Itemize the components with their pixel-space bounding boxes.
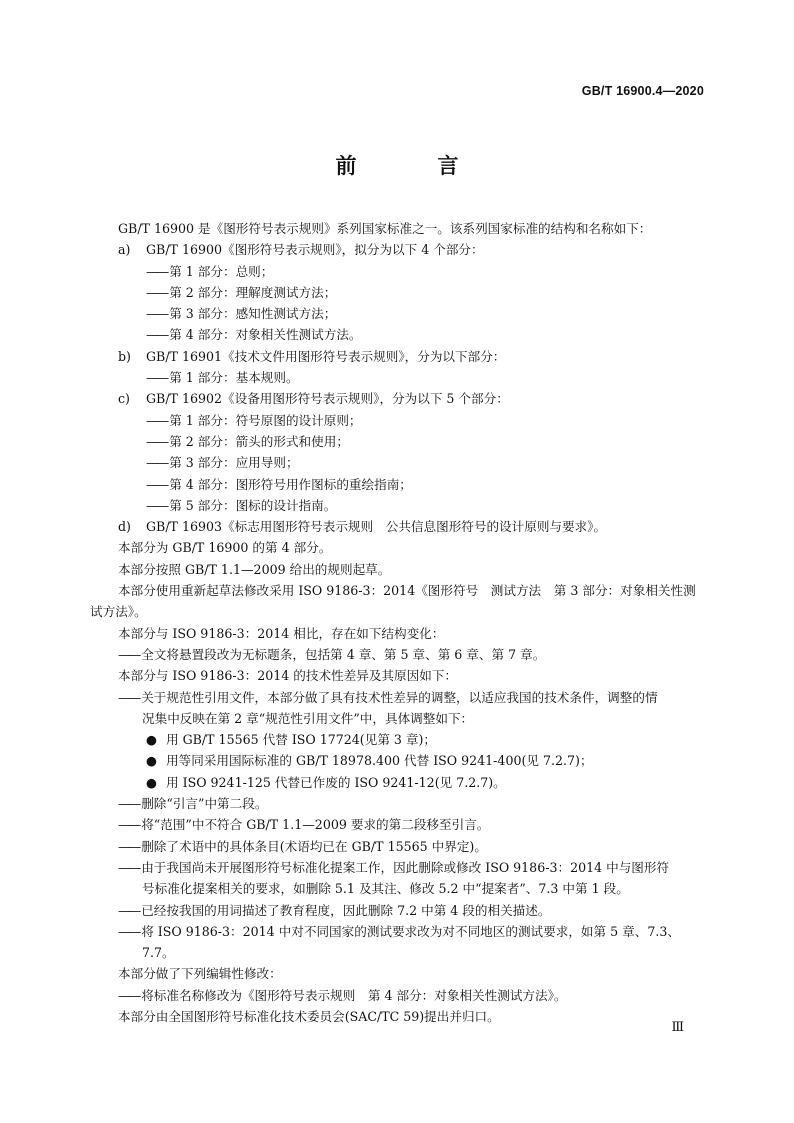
paragraph: 本部分由全国图形符号标准化技术委员会(SAC/TC 59)提出并归口。 <box>118 1008 500 1024</box>
dash-item: —— 删除“引言”中第二段。 <box>118 796 268 812</box>
dash-item: —— 由于我国尚未开展图形符号标准化提案工作，因此删除或修改 ISO 9186-3：2014 中与图形符 <box>118 859 670 875</box>
dash-item: —— 将标准名称修改为《图形符号表示规则 第 4 部分：对象相关性测试方法》。 <box>118 987 567 1003</box>
sub-item: —— 第 4 部分：对象相关性测试方法。 <box>146 327 362 343</box>
paragraph: 本部分与 ISO 9186-3：2014 的技术性差异及其原因如下： <box>118 668 457 684</box>
list-item-a <box>90 239 706 260</box>
paragraph: GB/T 16900 是《图形符号表示规则》系列国家标准之一。该系列国家标准的结构和名称如下： <box>118 221 652 236</box>
paragraph: 本部分做了下列编辑性修改： <box>118 966 282 982</box>
sub-item: —— 第 3 部分：感知性测试方法； <box>146 306 337 322</box>
sub-item: —— 第 4 部分：图形符号用作图标的重绘指南； <box>146 476 412 492</box>
list-tag: d) <box>118 519 131 535</box>
list-tag: b) <box>118 348 131 364</box>
sub-item: —— 第 2 部分：理解度测试方法； <box>146 284 337 300</box>
sub-item: —— 第 3 部分：应用导则； <box>146 455 299 471</box>
paragraph: 本部分按照 GB/T 1.1—2009 给出的规则起草。 <box>118 561 391 577</box>
bullet-icon: ● <box>146 774 157 790</box>
list-text: GB/T 16900《图形符号表示规则》，拟分为以下 4 个部分： <box>146 242 484 258</box>
sub-item: —— 第 5 部分：图标的设计指南。 <box>146 497 337 513</box>
dash-item: —— 将 ISO 9186-3：2014 中对不同国家的测试要求改为对不同地区的测试要求，如第 5 章、7.3、 <box>118 923 680 939</box>
list-item-b <box>90 346 706 367</box>
paragraph: 本部分使用重新起草法修改采用 ISO 9186-3：2014《图形符号 测试方法 第 3 部分：对象相关性测试方法》。 <box>90 583 696 620</box>
dash-item: —— 关于规范性引用文件，本部分做了具有技术性差异的调整，以适应我国的技术条件，调整的情 <box>118 689 658 705</box>
dash-item-continuation: 7.7。 <box>142 945 175 961</box>
list-tag: c) <box>118 391 130 407</box>
list-text: GB/T 16902《设备用图形符号表示规则》，分为以下 5 个部分： <box>146 391 509 407</box>
sub-item: —— 第 1 部分：符号原图的设计原则； <box>146 412 362 428</box>
dash-item: —— 已经按我国的用词描述了教育程度，因此删除 7.2 中第 4 段的相关描述。 <box>118 902 551 918</box>
paragraph: 本部分与 ISO 9186-3：2014 相比，存在如下结构变化： <box>118 625 445 641</box>
document-body <box>90 218 706 1027</box>
list-text: GB/T 16901《技术文件用图形符号表示规则》，分为以下部分： <box>146 348 506 364</box>
bullet-item: ● 用 GB/T 15565 代替 ISO 17724(见第 3 章)； <box>90 729 706 750</box>
list-item-d <box>90 516 706 537</box>
sub-item: —— 第 1 部分：总则； <box>146 263 274 279</box>
sub-item: —— 第 2 部分：箭头的形式和使用； <box>146 433 349 449</box>
page-title: 前 言 <box>335 154 489 178</box>
dash-item-continuation: 况集中反映在第 2 章“规范性引用文件”中，具体调整如下： <box>142 710 474 726</box>
bullet-item: ● 用 ISO 9241-125 代替已作废的 ISO 9241-12(见 7.2.7)。 <box>90 772 706 793</box>
page-number: Ⅲ <box>671 1020 684 1035</box>
dash-item: —— 删除了术语中的具体条目(术语均已在 GB/T 15565 中界定)。 <box>118 838 487 854</box>
dash-item: —— 全文将悬置段改为无标题条，包括第 4 章、第 5 章、第 6 章、第 7 章。 <box>118 646 546 662</box>
bullet-icon: ● <box>146 753 157 769</box>
standard-number: GB/T 16900.4—2020 <box>581 84 704 98</box>
dash-item: —— 将“范围”中不符合 GB/T 1.1—2009 要求的第二段移至引言。 <box>118 817 490 833</box>
list-text: GB/T 16903《标志用图形符号表示规则 公共信息图形符号的设计原则与要求》。 <box>146 519 607 535</box>
list-tag: a) <box>118 242 131 258</box>
paragraph: 本部分为 GB/T 16900 的第 4 部分。 <box>118 540 332 556</box>
bullet-item: ● 用等同采用国际标准的 GB/T 18978.400 代替 ISO 9241-400(见 7.2.7)； <box>90 750 706 771</box>
sub-item: —— 第 1 部分：基本规则。 <box>146 370 299 386</box>
bullet-icon: ● <box>146 732 157 748</box>
list-item-c <box>90 388 706 409</box>
dash-item-continuation: 号标准化提案相关的要求，如删除 5.1 及其注、修改 5.2 中“提案者”、7.3 中第 1 段。 <box>142 881 629 897</box>
